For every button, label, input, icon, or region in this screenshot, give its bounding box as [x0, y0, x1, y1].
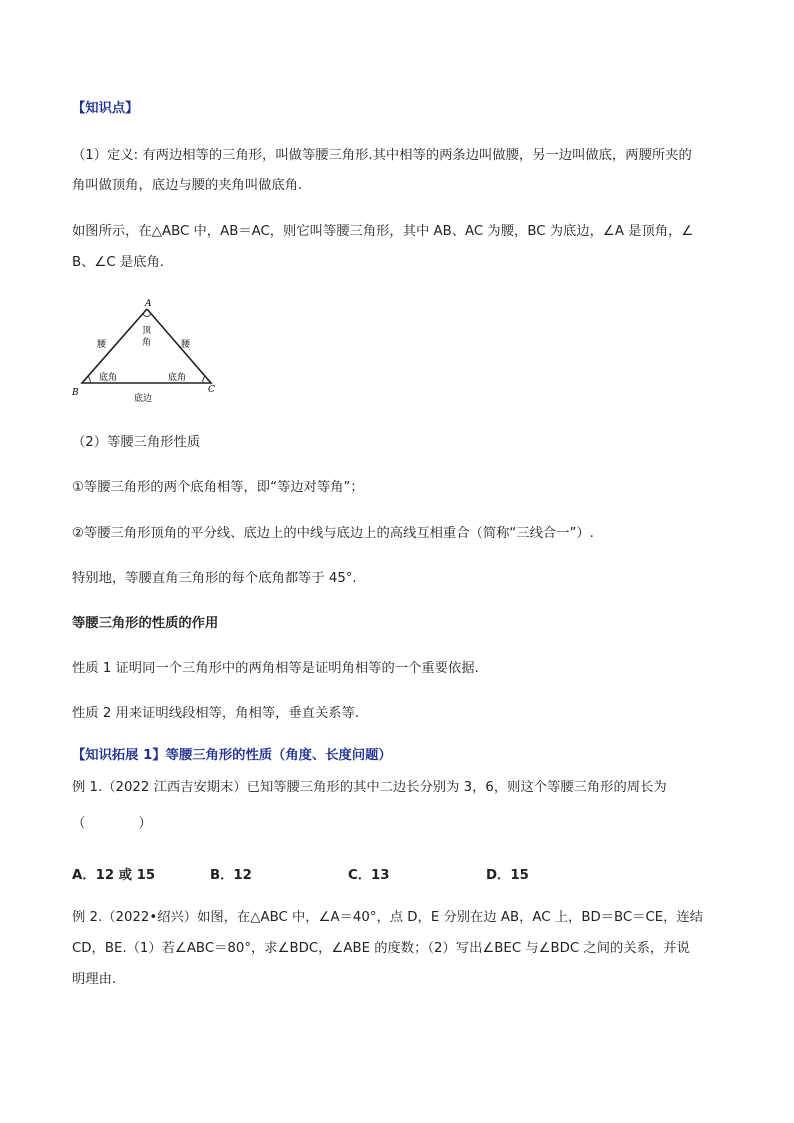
example-1-option-a: A．12 或 15 — [72, 868, 156, 883]
definition-line-1: （1）定义: 有两边相等的三角形，叫做等腰三角形.其中相等的两条边叫做腰，另一边叫做底，两腰所夹的 — [72, 148, 692, 163]
example-1-option-c: C．13 — [348, 868, 390, 883]
example-1-answer-blank: （ ） — [72, 816, 152, 831]
example-1-option-d: D．15 — [486, 868, 529, 883]
property-heading: （2）等腰三角形性质 — [72, 435, 201, 450]
example-1-option-b: B．12 — [210, 868, 252, 883]
example-2-line-3: 明理由. — [72, 972, 117, 987]
special-case-note: 特别地，等腰直角三角形的每个底角都等于 45°. — [72, 571, 357, 586]
property-1: ①等腰三角形的两个底角相等，即“等边对等角”； — [72, 480, 364, 495]
left-base-angle-label: 底角 — [99, 373, 118, 383]
right-base-angle-label: 底角 — [168, 373, 187, 383]
property-2: ②等腰三角形顶角的平分线、底边上的中线与底边上的高线互相重合（简称“三线合一”）. — [72, 526, 594, 541]
extension-heading: 【知识拓展 1】等腰三角形的性质（角度、长度问题） — [72, 748, 392, 763]
right-leg-label: 腰 — [181, 340, 191, 350]
figure-description-line-2: B、∠C 是底角. — [72, 255, 164, 270]
figure-description-line-1: 如图所示，在△ABC 中，AB＝AC，则它叫等腰三角形，其中 AB、AC 为腰，BC 为底边，∠A 是顶角，∠ — [72, 224, 694, 239]
vertex-b-label: B — [72, 388, 79, 398]
right-angle-arc — [203, 376, 205, 383]
usage-2: 性质 2 用来证明线段相等，角相等，垂直关系等. — [72, 706, 360, 721]
definition-line-2: 角叫做顶角，底边与腰的夹角叫做底角. — [72, 178, 303, 193]
example-2-line-2: CD，BE.（1）若∠ABC＝80°，求∠BDC，∠ABE 的度数；（2）写出∠BEC 与∠BDC 之间的关系，并说 — [72, 941, 690, 956]
example-1-line-1: 例 1.（2022 江西吉安期末）已知等腰三角形的其中二边长分别为 3，6，则这个等腰三角形的周长为 — [72, 780, 667, 795]
left-angle-arc — [88, 376, 90, 383]
apex-angle-label-top: 顶 — [142, 326, 152, 336]
apex-angle-arc — [143, 314, 151, 317]
example-2-line-1: 例 2.（2022•绍兴）如图，在△ABC 中，∠A＝40°，点 D，E 分别在边 AB，AC 上，BD＝BC＝CE，连结 — [72, 910, 704, 925]
usage-1: 性质 1 证明同一个三角形中的两角相等是证明角相等的一个重要依据. — [72, 661, 479, 676]
vertex-c-label: C — [208, 385, 215, 395]
apex-angle-label-bottom: 角 — [142, 338, 152, 348]
left-leg-label: 腰 — [97, 340, 107, 350]
usage-heading: 等腰三角形的性质的作用 — [72, 616, 219, 631]
isosceles-triangle-figure — [68, 296, 228, 408]
base-label: 底边 — [134, 394, 153, 404]
knowledge-point-heading: 【知识点】 — [72, 101, 139, 116]
vertex-a-label: A — [145, 299, 152, 309]
